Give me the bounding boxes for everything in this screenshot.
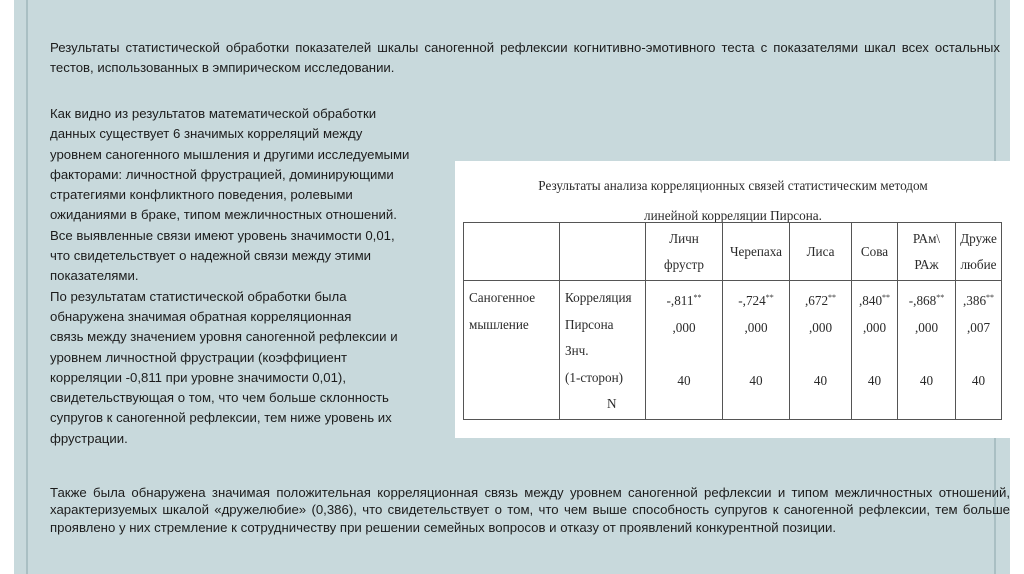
body-line: обнаружена значимая обратная корреляционная <box>50 308 352 324</box>
body-line: связь между значением уровня саногенной рефлексии и <box>50 329 398 345</box>
table-title-line: линейной корреляции Пирсона. <box>644 208 822 223</box>
body-line: супругов к саногенной рефлексии, тем ниже уровень их <box>50 410 392 426</box>
body-line: свидетельствующая о том, что чем больше склонность <box>50 390 389 406</box>
body-line: данных существует 6 значимых корреляций между <box>50 126 363 142</box>
body-paragraph <box>50 104 470 449</box>
body-line: уровнем саногенного мышления и другими исследуемыми <box>50 146 410 162</box>
body-line: фрустрации. <box>50 430 128 446</box>
value-cell: -,868** ,000 40 <box>898 281 956 420</box>
left-divider <box>26 0 28 574</box>
bottom-paragraph: Также была обнаружена значимая положительная корреляционная связь между уровнем саногенной рефлексии и типом межличностных отношений, характеризуемых шкалой «дружелюбие» (0,386), что свидетельствует о том, что чем выше способность супругов к саногенной рефлексии, тем больше проявлено у них стремление к сотрудничеству при решении семейных вопросов и отказу от проявлений конкурентной позиции. <box>50 485 1010 535</box>
intro-paragraph: Результаты статистической обработки показателей шкалы саногенной рефлексии когнитивно-эмотивного теста с показателями шкал всех остальных тестов, использованных в эмпирическом исследовании. <box>50 40 1000 75</box>
body-line: стратегиями конфликтного поведения, ролевыми <box>50 187 353 203</box>
body-line: показателями. <box>50 268 139 284</box>
value-cell: ,672** ,000 40 <box>790 281 852 420</box>
body-line: Как видно из результатов математической обработки <box>50 106 377 121</box>
value-cell: ,840** ,000 40 <box>852 281 898 420</box>
header-cell: Лиса <box>790 223 852 281</box>
body-line: корреляции -0,811 при уровне значимости 0,01), <box>50 369 346 385</box>
row-label-cell: Саногенное мышление <box>464 281 560 420</box>
header-cell: Сова <box>852 223 898 281</box>
correlation-table <box>463 222 1002 420</box>
correlation-table-image <box>455 161 1011 438</box>
body-line: ожиданиями в браке, типом межличностных отношений. <box>50 207 397 223</box>
header-empty-cell <box>560 223 646 281</box>
header-cell: РАм\ РАж <box>898 223 956 281</box>
header-cell: Личн фрустр <box>646 223 723 281</box>
stat-label-cell: Корреляция Пирсона Знч. (1-сторон) N <box>560 281 646 420</box>
header-empty-cell <box>464 223 560 281</box>
body-line: уровнем личностной фрустрации (коэффициент <box>50 349 348 365</box>
value-cell: ,386** ,007 40 <box>956 281 1002 420</box>
header-cell: Друже любие <box>956 223 1002 281</box>
body-line: факторами: личностной фрустрацией, доминирующими <box>50 166 394 182</box>
table-row <box>464 281 1002 420</box>
body-line: что свидетельствует о надежной связи между этими <box>50 248 372 264</box>
table-header-row <box>464 223 1002 281</box>
table-title-line: Результаты анализа корреляционных связей статистическим методом <box>538 178 928 193</box>
body-line: Все выявленные связи имеют уровень значимости 0,01, <box>50 227 395 243</box>
header-cell: Черепаха <box>723 223 790 281</box>
value-cell: -,724** ,000 40 <box>723 281 790 420</box>
value-cell: -,811** ,000 40 <box>646 281 723 420</box>
body-line: По результатам статистической обработки была <box>50 288 347 304</box>
